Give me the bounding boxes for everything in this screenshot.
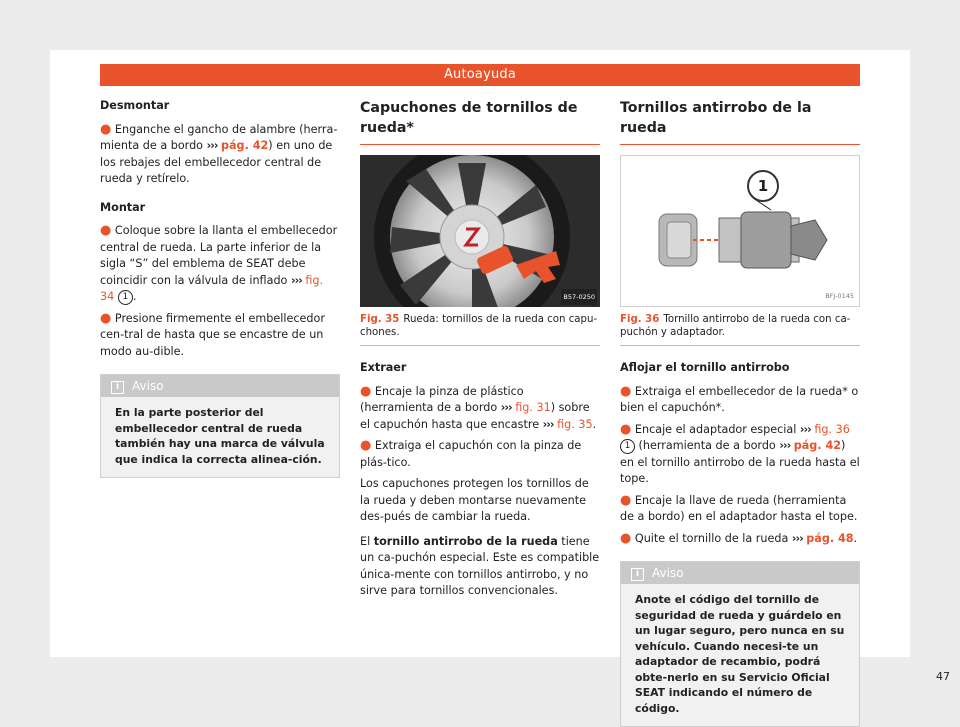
page-link[interactable]: pág. 42 [793,439,842,452]
wheel-illustration [360,155,600,307]
bullet-dot-icon: ● [620,383,632,399]
bullet-dot-icon: ● [100,223,112,238]
callout-number: 1 [118,290,133,305]
aviso-box [100,374,340,478]
figure-caption: Fig. 36 Tornillo antirrobo de la rueda con ca-puchón y adaptador. [620,314,851,338]
antitheft-bolt-illustration [621,156,859,306]
info-icon: i [111,381,124,394]
figure-link[interactable]: fig. 36 [814,422,850,436]
montar-step-1: ● Coloque sobre la llanta el embellecedor central de rueda. La parte inferior de la sigla “S” del emblema de SEAT debe coincidir con la válvula de inflado ››› fig. 34 1 . [100,223,338,303]
page-link[interactable]: pág. 42 [221,139,269,152]
aviso-header: i Aviso [101,375,339,397]
montar-step-2: ● Presione firmemente el embellecedor cen-tral de hasta que se encastre de un modo au-dible. [100,310,325,358]
aviso-text: Anote el código del tornillo de seguridad de rueda y guárdelo en un lugar seguro, pero nunca en su vehículo. Cuando necesi-te un adaptador de recambio, podrá obte-nerlo en su Servicio Oficial SEAT indicando el número de código. [635,593,845,715]
desmontar-step-1: ● Enganche el gancho de alambre (herra-mienta de a bordo ››› pág. 42) en uno de los rebajes del embellecedor central de rueda y retírelo. [100,121,338,185]
paragraph-capuchones: Los capuchones protegen los tornillos de la rueda y deben montarse nuevamente des-pués de cambiar la rueda. [360,477,589,523]
figure-link[interactable]: fig. 34 [100,273,324,303]
figure-link[interactable]: fig. 31 [515,401,551,414]
column-middle [360,98,600,608]
aflojar-heading: Aflojar el tornillo antirrobo [620,361,790,374]
aflojar-step-3: ● Encaje la llave de rueda (herramienta de a bordo) en el adaptador hasta el tope. [620,492,858,523]
callout-marker: 1 [747,170,779,202]
section-title: Tornillos antirrobo de la rueda [620,98,860,145]
extraer-heading: Extraer [360,361,407,374]
bullet-dot-icon: ● [100,310,112,326]
column-left [100,98,340,478]
montar-heading: Montar [100,200,146,214]
bullet-dot-icon: ● [360,383,372,399]
figure-35 [360,155,600,346]
wheel-photo [360,155,600,307]
aviso-text: En la parte posterior del embellecedor central de rueda también hay una marca de válvula que indica la correcta alinea-ción. [115,406,325,466]
figure-code: B57-0250 [561,289,597,306]
extraer-step-1: ● Encaje la pinza de plástico (herramienta de a bordo ››› fig. 31) sobre el capuchón hasta que encastre ››› fig. 35. [360,383,597,431]
figure-36 [620,155,860,346]
bullet-dot-icon: ● [620,492,632,508]
aflojar-step-4: ● Quite el tornillo de la rueda ››› pág. 48. [620,530,858,546]
manual-page [50,50,950,715]
bullet-dot-icon: ● [620,530,632,546]
figure-code: BFJ-0145 [825,291,854,300]
bolt-photo [620,155,860,307]
aflojar-step-1: ● Extraiga el embellecedor de la rueda* o bien el capuchón*. [620,383,859,414]
page-link[interactable]: pág. 48 [806,531,854,545]
column-right [620,98,860,727]
section-header: Autoayuda [100,64,860,86]
info-icon: i [631,568,644,581]
page-number: 47 [936,670,950,683]
bullet-dot-icon: ● [620,421,632,437]
aviso-box [620,561,860,727]
figure-link[interactable]: fig. 35 [557,417,593,431]
aviso-header: i Aviso [621,562,859,584]
callout-number: 1 [620,439,635,454]
paragraph-antirrobo: El tornillo antirrobo de la rueda tiene un ca-puchón especial. Este es compatible única-mente con tornillos antirrobo, y no sirve para tornillos convencionales. [360,534,600,597]
figure-caption: Fig. 35 Rueda: tornillos de la rueda con capu-chones. [360,314,598,338]
bullet-dot-icon: ● [360,438,372,453]
aflojar-step-2: ● Encaje el adaptador especial ››› fig. 36 1 (herramienta de a bordo ››› pág. 42) en el tornillo antirrobo de la rueda hasta el tope. [620,421,860,485]
desmontar-heading: Desmontar [100,99,170,112]
section-title: Capuchones de tornillos de rueda* [360,98,600,145]
bullet-dot-icon: ● [100,121,112,137]
extraer-step-2: ● Extraiga el capuchón con la pinza de plás-tico. [360,438,582,469]
